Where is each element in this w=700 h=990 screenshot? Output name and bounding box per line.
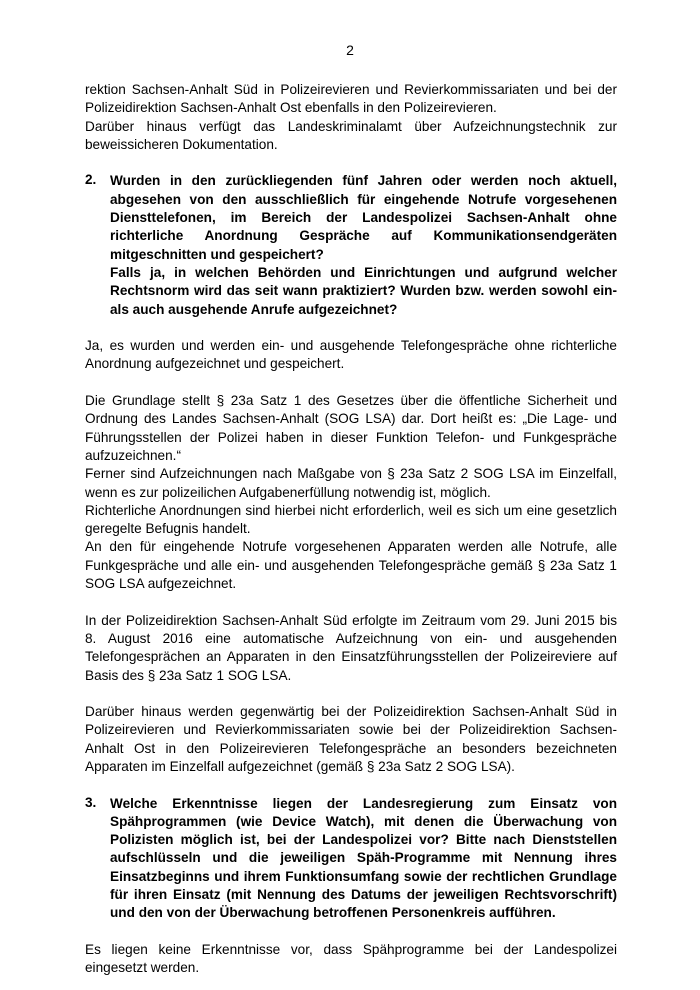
intro-paragraph-2: Darüber hinaus verfügt das Landeskriminalamt über Aufzeichnungstechnik zur beweissicheren Dokumentation. [85,118,617,152]
answer-3-paragraph-1: Es liegen keine Erkenntnisse vor, dass Spähprogramme bei der Landespolizei eingesetzt werden. [85,941,617,976]
spacer [85,374,617,392]
spacer [85,776,617,794]
question-2-text [110,172,617,318]
answer-2-paragraph-4: Richterliche Anordnungen sind hierbei nicht erforderlich, weil es sich um eine gesetzlich geregelte Befugnis handelt. [85,502,617,537]
document-body [85,81,617,978]
answer-2-paragraph-6: In der Polizeidirektion Sachsen-Anhalt Süd erfolgte im Zeitraum vom 29. Juni 2015 bis 8. August 2016 eine automatische Aufzeichnung von ein- und ausgehenden Telefongesprächen an Apparaten in den Einsatzführungsstellen der Polizeireviere auf Basis des § 23a Satz 1 SOG LSA. [85,612,617,683]
spacer [85,593,617,611]
question-2 [85,172,617,318]
answer-2-paragraph-2: Die Grundlage stellt § 23a Satz 1 des Gesetzes über die öffentliche Sicherheit und Ordnung des Landes Sachsen-Anhalt (SOG LSA) dar. Dort heißt es: „Die Lage- und Führungsstellen der Polizei haben in dieser Funktion Telefon- und Funkgespräche aufzuzeichnen.“ [85,393,617,463]
question-2-paragraph-1: Wurden in den zurückliegenden fünf Jahren oder werden noch aktuell, abgesehen von den ausschließlich für eingehende Notrufe vorgesehenen Diensttelefonen, im Bereich der Landespolizei Sachsen-Anhalt ohne richterliche Anordnung Gespräche auf Kommunikationsendgeräten mitgeschnitten und gespeichert? [110,173,617,262]
question-3-number: 3. [85,794,97,810]
answer-2-paragraph-5: An den für eingehende Notrufe vorgesehenen Apparaten werden alle Notrufe, alle Funkgespräche und alle ein- und ausgehenden Telefongespräche gemäß § 23a Satz 1 SOG LSA aufgezeichnet. [85,539,617,592]
answer-2-paragraph-7: Darüber hinaus werden gegenwärtig bei der Polizeidirektion Sachsen-Anhalt Süd in Polizeirevieren und Revierkommissariaten sowie bei der Polizeidirektion Sachsen-Anhalt Ost in den Polizeirevieren Telefongespräche an besonders bezeichneten Apparaten im Einzelfall aufgezeichnet (gemäß § 23a Satz 2 SOG LSA). [85,704,617,774]
question-2-number: 2. [85,172,97,188]
question-3-paragraph: Welche Erkenntnisse liegen der Landesregierung zum Einsatz von Spähprogrammen (wie Device Watch), mit denen die Überwachung von Polizisten möglich ist, bei der Landespolizei vor? Bitte nach Dienststellen aufschlüsseln und die jeweiligen Späh-Programme mit Nennung ihres Einsatzbeginns und ihrem Funktionsumfang sowie der rechtlichen Grundlage für ihren Einsatz (mit Nennung des Datums der jeweiligen Rechtsvorschrift) und den von der Überwachung betroffenen Personenkreis aufführen. [110,795,617,921]
spacer [85,319,617,337]
spacer [85,685,617,703]
spacer [85,923,617,941]
question-2-paragraph-2: Falls ja, in welchen Behörden und Einrichtungen und aufgrund welcher Rechtsnorm wird das seit wann praktiziert? Wurden bzw. werden sowohl ein- als auch ausgehende Anrufe aufgezeichnet? [110,264,617,317]
intro-paragraph-1: rektion Sachsen-Anhalt Süd in Polizeirevieren und Revierkommissariaten und bei der Polizeidirektion Sachsen-Anhalt Ost ebenfalls in den Polizeirevieren. [85,82,617,116]
question-3 [85,795,617,923]
page-number: 2 [346,42,354,58]
spacer [85,154,617,172]
answer-2-paragraph-3: Ferner sind Aufzeichnungen nach Maßgabe von § 23a Satz 2 SOG LSA im Einzelfall, wenn es zur polizeilichen Aufgabenerfüllung notwendig ist, möglich. [85,466,617,500]
question-3-text [110,795,617,923]
answer-2-paragraph-1: Ja, es wurden und werden ein- und ausgehende Telefongespräche ohne richterliche Anordnung aufgezeichnet und gespeichert. [85,338,617,372]
